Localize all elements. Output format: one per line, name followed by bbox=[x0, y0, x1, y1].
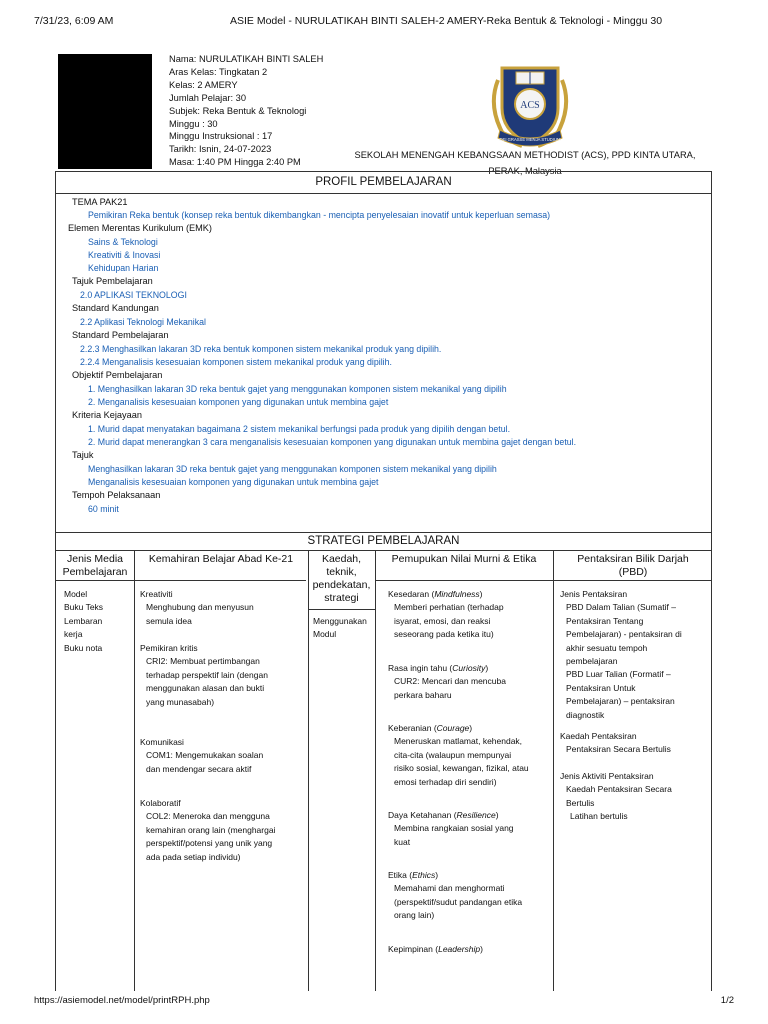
kemahiran-line: perspektif/potensi yang unik yang bbox=[146, 838, 273, 849]
header-nilai bbox=[375, 553, 553, 566]
pbd-kaedah-block bbox=[560, 730, 671, 757]
logo-motto: DEI GRASSE MENJA STUDIUM bbox=[499, 137, 561, 142]
print-url[interactable]: https://asiemodel.net/model/printRPH.php bbox=[34, 995, 210, 1006]
header-kaedah-line: Kaedah, bbox=[321, 553, 362, 565]
pbd-line: akhir sesuatu tempoh bbox=[566, 642, 648, 653]
pbd-aktiviti-block bbox=[560, 770, 672, 824]
pbd-line: PBD Dalam Talian (Sumatif – bbox=[566, 602, 676, 613]
info-masa: Masa: 1:40 PM Hingga 2:40 PM bbox=[169, 157, 301, 168]
kaedah-cell bbox=[313, 615, 367, 642]
nilai-head-em: Mindfulness bbox=[434, 589, 480, 599]
pbd-cell bbox=[560, 588, 710, 988]
pbd-line: PBD Luar Talian (Formatif – bbox=[566, 669, 671, 680]
tajuk-pembelajaran-value: 2.0 APLIKASI TEKNOLOGI bbox=[80, 290, 187, 300]
kriteria-value: 2. Murid dapat menerangkan 3 cara menganalisis kesesuaian komponen yang digunakan untuk membina gajet dengan betul. bbox=[88, 437, 577, 447]
nilai-line: Memberi perhatian (terhadap bbox=[394, 602, 504, 613]
info-aras-kelas: Aras Kelas: Tingkatan 2 bbox=[169, 66, 268, 77]
pbd-head: Jenis Pentaksiran bbox=[560, 589, 628, 599]
header-nilai-line: Pemupukan Nilai Murni & Etika bbox=[391, 553, 537, 565]
info-minggu: Minggu : 30 bbox=[169, 118, 218, 129]
standard-kandungan-value: 2.2 Aplikasi Teknologi Mekanikal bbox=[80, 317, 206, 327]
kemahiran-line: CRI2: Membuat pertimbangan bbox=[146, 656, 260, 667]
kemahiran-block bbox=[140, 588, 254, 628]
kemahiran-block bbox=[140, 736, 263, 776]
kemahiran-line: COL2: Meneroka dan mengguna bbox=[146, 811, 270, 822]
school-logo bbox=[480, 50, 580, 152]
nilai-block bbox=[388, 588, 504, 642]
kemahiran-line: kemahiran orang lain (menghargai bbox=[146, 824, 276, 835]
media-item: Buku nota bbox=[64, 642, 103, 653]
nilai-head-end: ) bbox=[435, 870, 439, 880]
kaedah-line: Menggunakan bbox=[313, 616, 367, 626]
header-kemahiran bbox=[134, 553, 308, 566]
emk-value: Kreativiti & Inovasi bbox=[88, 250, 161, 260]
nilai-line: Memahami dan menghormati bbox=[394, 883, 505, 894]
tajuk-pembelajaran-label: Tajuk Pembelajaran bbox=[72, 276, 153, 286]
school-name-line2: PERAK, Malaysia bbox=[488, 166, 562, 176]
nilai-head-end: ) bbox=[480, 944, 483, 954]
nilai-line: kuat bbox=[394, 836, 411, 847]
nilai-head-end: ) bbox=[485, 663, 489, 673]
kemahiran-block bbox=[140, 642, 268, 709]
nilai-head-text: Kepimpinan ( bbox=[388, 944, 439, 954]
kemahiran-line: terhadap perspektif lain (dengan bbox=[146, 669, 268, 680]
kriteria-value: 1. Murid dapat menyatakan bagaimana 2 sistem mekanikal berfungsi pada produk yang dipilih dengan betul. bbox=[88, 424, 511, 434]
info-subjek: Subjek: Reka Bentuk & Teknologi bbox=[169, 105, 307, 116]
profil-title: PROFIL PEMBELAJARAN bbox=[56, 172, 711, 194]
nilai-line: Meneruskan matlamat, kehendak, bbox=[394, 736, 523, 747]
logo-monogram: ACS bbox=[520, 100, 540, 111]
header-divider bbox=[56, 580, 306, 581]
nilai-cell bbox=[388, 588, 550, 988]
pbd-line: Kaedah Pentaksiran Secara bbox=[566, 784, 672, 795]
standard-pembelajaran-label: Standard Pembelajaran bbox=[72, 330, 169, 340]
kemahiran-line: menggunakan alasan dan bukti bbox=[146, 683, 265, 694]
nilai-head-em: Curiosity bbox=[452, 663, 486, 673]
kemahiran-line: dan mendengar secara aktif bbox=[146, 763, 252, 774]
pbd-line: Pembelajaran) - pentaksiran di bbox=[566, 629, 682, 640]
nilai-head-text: Etika ( bbox=[388, 870, 413, 880]
print-title: ASIE Model - NURULATIKAH BINTI SALEH-2 AMERY-Reka Bentuk & Teknologi - Minggu 30 bbox=[230, 15, 663, 27]
info-jumlah-pelajar: Jumlah Pelajar: 30 bbox=[169, 92, 246, 103]
kemahiran-block bbox=[140, 797, 275, 864]
nilai-line: emosi terhadap diri sendiri) bbox=[394, 776, 497, 787]
header-pbd-line: Pentaksiran Bilik Darjah bbox=[577, 553, 689, 565]
pbd-line: Pentaksiran Tentang bbox=[566, 615, 644, 626]
nilai-head-text: Daya Ketahanan ( bbox=[388, 810, 457, 820]
standard-pembelajaran-value: 2.2.4 Menganalisis kesesuaian komponen sistem mekanikal produk yang dipilih. bbox=[80, 357, 392, 367]
kemahiran-line: yang munasabah) bbox=[146, 696, 215, 707]
pbd-line: Pembelajaran) – pentaksiran bbox=[566, 696, 675, 707]
nilai-line: orang lain) bbox=[394, 910, 435, 921]
kemahiran-cell bbox=[140, 588, 306, 988]
header-kemahiran-line: Kemahiran Belajar Abad Ke-21 bbox=[148, 553, 294, 565]
header-kaedah bbox=[308, 553, 375, 605]
tempoh-value: 60 minit bbox=[88, 504, 119, 514]
pbd-jenis-block bbox=[560, 588, 682, 722]
kemahiran-line: ada pada setiap individu) bbox=[146, 851, 241, 862]
pbd-line: diagnostik bbox=[566, 709, 605, 720]
nilai-block bbox=[388, 869, 522, 923]
nilai-head-text: Kesedaran ( bbox=[388, 589, 435, 599]
tajuk-label: Tajuk bbox=[72, 450, 94, 460]
nilai-head-em: Leadership bbox=[438, 944, 481, 954]
nilai-head-end: ) bbox=[495, 810, 499, 820]
header-divider-kaedah bbox=[308, 609, 375, 610]
print-datetime: 7/31/23, 6:09 AM bbox=[34, 15, 114, 27]
header-pbd bbox=[553, 553, 713, 579]
kriteria-label: Kriteria Kejayaan bbox=[72, 410, 142, 420]
nilai-block bbox=[388, 809, 514, 849]
teacher-info bbox=[169, 53, 323, 169]
tajuk-value: Menganalisis kesesuaian komponen yang digunakan untuk membina gajet bbox=[88, 477, 379, 487]
nilai-head bbox=[388, 722, 529, 735]
emk-label: Elemen Merentas Kurikulum (EMK) bbox=[68, 223, 212, 233]
nilai-line: Membina rangkaian sosial yang bbox=[394, 823, 514, 834]
standard-kandungan-label: Standard Kandungan bbox=[72, 303, 159, 313]
school-name-line1: SEKOLAH MENENGAH KEBANGSAAN METHODIST (ACS), PPD KINTA UTARA, bbox=[354, 150, 696, 160]
nilai-line: perkara baharu bbox=[394, 689, 452, 700]
kemahiran-line: semula idea bbox=[146, 615, 192, 626]
tema-label: TEMA PAK21 bbox=[72, 197, 128, 207]
pbd-line: pembelajaran bbox=[566, 656, 618, 667]
tempoh-label: Tempoh Pelaksanaan bbox=[72, 490, 161, 500]
print-header bbox=[34, 15, 734, 29]
kemahiran-head: Pemikiran kritis bbox=[140, 643, 198, 653]
media-item: kerja bbox=[64, 629, 83, 640]
info-nama: Nama: NURULATIKAH BINTI SALEH bbox=[169, 54, 324, 64]
print-page-number: 1/2 bbox=[720, 995, 734, 1006]
kemahiran-line: COM1: Mengemukakan soalan bbox=[146, 750, 264, 761]
info-kelas: Kelas: 2 AMERY bbox=[169, 79, 238, 90]
nilai-line: cita-cita (walaupun mempunyai bbox=[394, 749, 512, 760]
redacted-photo bbox=[58, 54, 152, 169]
pbd-sub-line: Latihan bertulis bbox=[570, 811, 628, 822]
kaedah-line: Modul bbox=[313, 629, 337, 640]
pbd-head: Kaedah Pentaksiran bbox=[560, 731, 637, 741]
header-pbd-line: (PBD) bbox=[618, 566, 648, 578]
media-item: Buku Teks bbox=[64, 602, 104, 613]
header-jenis-media-line: Pembelajaran bbox=[62, 566, 128, 578]
column-divider bbox=[134, 551, 135, 991]
nilai-head bbox=[388, 662, 506, 675]
header-kaedah-line: pendekatan, bbox=[312, 579, 371, 591]
nilai-head-text: Rasa ingin tahu ( bbox=[388, 663, 453, 673]
column-divider bbox=[553, 551, 554, 991]
nilai-block bbox=[388, 722, 529, 789]
nilai-head-text: Keberanian ( bbox=[388, 723, 437, 733]
objektif-value: 1. Menghasilkan lakaran 3D reka bentuk gajet yang menggunakan komponen sistem mekanikal yang dipilih bbox=[88, 384, 507, 394]
nilai-head bbox=[388, 943, 483, 956]
kemahiran-head: Kreativiti bbox=[140, 589, 173, 599]
emk-value: Kehidupan Harian bbox=[88, 263, 159, 273]
nilai-head-em: Courage bbox=[436, 723, 470, 733]
nilai-block bbox=[388, 662, 506, 702]
lesson-plan-frame bbox=[55, 171, 712, 991]
media-cell bbox=[64, 588, 103, 655]
media-item: Model bbox=[64, 589, 88, 599]
column-divider bbox=[375, 551, 376, 991]
kemahiran-head: Komunikasi bbox=[140, 737, 184, 747]
nilai-line: CUR2: Mencari dan mencuba bbox=[394, 676, 506, 687]
nilai-line: risiko sosial, kewangan, fizikal, atau bbox=[394, 763, 529, 774]
strategi-title: STRATEGI PEMBELAJARAN bbox=[56, 532, 711, 551]
pbd-line: Bertulis bbox=[566, 797, 595, 808]
nilai-head-end: ) bbox=[479, 589, 483, 599]
info-minggu-instruksional: Minggu Instruksional : 17 bbox=[169, 131, 273, 142]
header-kaedah-line: teknik, bbox=[326, 566, 357, 578]
tajuk-value: Menghasilkan lakaran 3D reka bentuk gajet yang menggunakan komponen sistem mekanikal yang dipilih bbox=[88, 464, 497, 474]
nilai-head bbox=[388, 869, 522, 882]
kemahiran-head: Kolaboratif bbox=[140, 798, 181, 808]
objektif-label: Objektif Pembelajaran bbox=[72, 370, 163, 380]
kemahiran-line: Menghubung dan menyusun bbox=[146, 602, 254, 613]
media-item: Lembaran bbox=[64, 615, 103, 626]
nilai-line: isyarat, emosi, dan reaksi bbox=[394, 615, 491, 626]
info-tarikh: Tarikh: Isnin, 24-07-2023 bbox=[169, 144, 272, 155]
header-kaedah-line: strategi bbox=[324, 592, 359, 604]
nilai-head bbox=[388, 588, 504, 601]
pbd-line: Pentaksiran Secara Bertulis bbox=[566, 744, 671, 755]
header-jenis-media-line: Jenis Media bbox=[66, 553, 124, 565]
nilai-line: (perspektif/sudut pandangan etika bbox=[394, 896, 523, 907]
nilai-head bbox=[388, 809, 514, 822]
objektif-value: 2. Menganalisis kesesuaian komponen yang digunakan untuk membina gajet bbox=[88, 397, 389, 407]
header-jenis-media bbox=[56, 553, 134, 579]
nilai-block bbox=[388, 943, 483, 956]
header-divider bbox=[375, 580, 711, 581]
emk-value: Sains & Teknologi bbox=[88, 237, 158, 247]
pbd-line: Pentaksiran Untuk bbox=[566, 682, 636, 693]
nilai-head-end: ) bbox=[469, 723, 473, 733]
tema-value: Pemikiran Reka bentuk (konsep reka bentuk dikembangkan - mencipta penyelesaian inovatif untuk keperluan semasa) bbox=[88, 210, 551, 220]
nilai-head-em: Ethics bbox=[412, 870, 436, 880]
nilai-line: seseorang pada ketika itu) bbox=[394, 629, 494, 640]
nilai-head-em: Resilience bbox=[456, 810, 496, 820]
standard-pembelajaran-value: 2.2.3 Menghasilkan lakaran 3D reka bentuk komponen sistem mekanikal produk yang dipilih. bbox=[80, 344, 442, 354]
pbd-head: Jenis Aktiviti Pentaksiran bbox=[560, 771, 654, 781]
column-divider bbox=[308, 551, 309, 991]
